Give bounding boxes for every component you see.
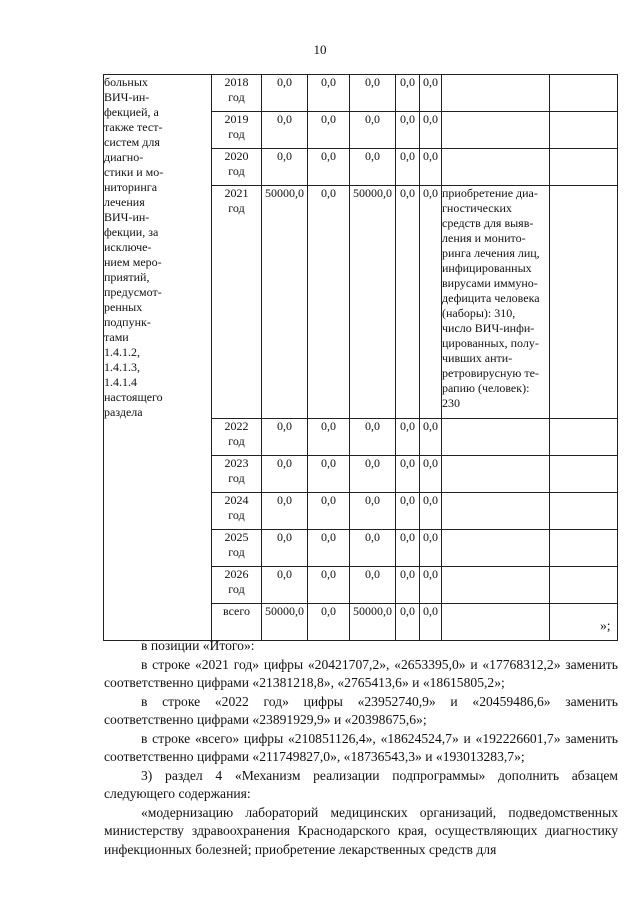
value-cell-v2: 0,0 [308, 456, 350, 493]
value-cell-v3: 0,0 [350, 567, 396, 604]
value-cell-v5: 0,0 [420, 186, 442, 419]
year-cell [212, 75, 262, 112]
value-cell-v1: 0,0 [262, 456, 308, 493]
result-line: цированных, полу- [442, 336, 539, 350]
activity-line: больных [104, 75, 148, 89]
year-label: 2023 [224, 456, 249, 470]
result-line: ретровирусную те- [442, 366, 539, 380]
year-label: 2026 [224, 567, 249, 581]
result-line: 230 [442, 396, 460, 410]
executor-cell [550, 530, 618, 567]
year-label: 2019 [224, 112, 249, 126]
value-cell-v1: 50000,0 [262, 604, 308, 641]
activity-line: предусмот- [104, 285, 162, 299]
year-cell [212, 456, 262, 493]
value-cell-v5: 0,0 [420, 112, 442, 149]
year-cell [212, 186, 262, 419]
result-cell [442, 530, 550, 567]
value-cell-v5: 0,0 [420, 493, 442, 530]
activity-line: фекцией, а [104, 105, 159, 119]
activity-line: стики и мо- [104, 165, 164, 179]
result-cell [442, 149, 550, 186]
value-cell-v3: 0,0 [350, 456, 396, 493]
executor-cell [550, 419, 618, 456]
paragraph-2022: в строке «2022 год» цифры «23952740,9» и «20459486,6» заменить соответственно цифрами «23891929,9» и «20398675,6»; [104, 693, 618, 727]
value-cell-v2: 0,0 [308, 149, 350, 186]
activity-line: систем для [104, 135, 160, 149]
activity-line: 1.4.1.3, [104, 360, 140, 374]
value-cell-v1: 50000,0 [262, 186, 308, 419]
value-cell-v2: 0,0 [308, 493, 350, 530]
paragraph-itogo: в позиции «Итого»: [141, 638, 255, 653]
closing-quote: »; [600, 618, 611, 633]
activity-line: ренных [104, 300, 143, 314]
value-cell-v4: 0,0 [396, 75, 420, 112]
value-cell-v5: 0,0 [420, 567, 442, 604]
activity-description-cell [104, 75, 212, 641]
activity-line: ВИЧ-ин- [104, 90, 150, 104]
value-cell-v4: 0,0 [396, 112, 420, 149]
page-number: 10 [313, 42, 327, 57]
paragraph-section-4: 3) раздел 4 «Механизм реализации подпрограммы» дополнить абзацем следующего содержания: [104, 767, 618, 801]
executor-cell [550, 456, 618, 493]
year-label: год [228, 471, 245, 485]
value-cell-v5: 0,0 [420, 530, 442, 567]
value-cell-v1: 0,0 [262, 567, 308, 604]
year-cell [212, 530, 262, 567]
year-cell [212, 493, 262, 530]
result-line: гностических [442, 201, 512, 215]
value-cell-v1: 0,0 [262, 112, 308, 149]
value-cell-v4: 0,0 [396, 567, 420, 604]
activity-line: раздела [104, 405, 143, 419]
value-cell-v3: 0,0 [350, 75, 396, 112]
value-cell-v4: 0,0 [396, 530, 420, 567]
value-cell-v1: 0,0 [262, 419, 308, 456]
result-cell [442, 186, 550, 419]
year-label: 2025 [224, 530, 249, 544]
value-cell-v3: 0,0 [350, 419, 396, 456]
activity-line: ниторинга [104, 180, 158, 194]
executor-cell [550, 149, 618, 186]
value-cell-v1: 0,0 [262, 493, 308, 530]
result-line: ления и монито- [442, 231, 526, 245]
paragraph-2021: в строке «2021 год» цифры «20421707,2», «2653395,0» и «17768312,2» заменить соответственно цифрами «21381218,8», «2765413,6» и «18615805,2»; [104, 656, 618, 690]
value-cell-v5: 0,0 [420, 456, 442, 493]
activity-line: также тест- [104, 120, 163, 134]
executor-cell [550, 567, 618, 604]
value-cell-v3: 0,0 [350, 530, 396, 567]
activity-line: 1.4.1.4 [104, 375, 137, 389]
activity-line: ВИЧ-ин- [104, 210, 150, 224]
amendment-text [104, 637, 618, 859]
value-cell-v5: 0,0 [420, 604, 442, 641]
result-line: средств для выяв- [442, 216, 534, 230]
value-cell-v4: 0,0 [396, 604, 420, 641]
year-label: год [228, 127, 245, 141]
result-cell [442, 112, 550, 149]
activity-line: исключе- [104, 240, 152, 254]
result-line: дефицита человека [442, 291, 540, 305]
year-label: 2020 [224, 149, 249, 163]
result-line: число ВИЧ-инфи- [442, 321, 535, 335]
executor-cell [550, 112, 618, 149]
activity-line: 1.4.1.2, [104, 345, 140, 359]
year-cell [212, 419, 262, 456]
value-cell-v2: 0,0 [308, 604, 350, 641]
value-cell-v1: 0,0 [262, 75, 308, 112]
year-label: 2022 [224, 419, 249, 433]
value-cell-v2: 0,0 [308, 530, 350, 567]
value-cell-v2: 0,0 [308, 419, 350, 456]
value-cell-v2: 0,0 [308, 186, 350, 419]
activity-line: подпунк- [104, 315, 151, 329]
table-row [104, 75, 618, 112]
executor-cell [550, 75, 618, 112]
paragraph-total: в строке «всего» цифры «210851126,4», «18624524,7» и «192226601,7» заменить соответственно цифрами «211749827,0», «18736543,3» и «193013283,7»; [104, 730, 618, 764]
result-cell [442, 419, 550, 456]
executor-cell [550, 493, 618, 530]
activity-line: настоящего [104, 390, 163, 404]
year-label: год [228, 90, 245, 104]
year-label: год [228, 434, 245, 448]
year-cell [212, 567, 262, 604]
executor-cell [550, 186, 618, 419]
value-cell-v5: 0,0 [420, 75, 442, 112]
result-line: вирусами иммуно- [442, 276, 538, 290]
result-line: чивших анти- [442, 351, 513, 365]
year-cell [212, 112, 262, 149]
result-cell [442, 456, 550, 493]
year-cell [212, 604, 262, 641]
value-cell-v3: 50000,0 [350, 604, 396, 641]
year-label: год [228, 201, 245, 215]
activity-line: тами [104, 330, 129, 344]
year-label: год [228, 582, 245, 596]
value-cell-v3: 0,0 [350, 493, 396, 530]
activity-line: фекции, за [104, 225, 159, 239]
result-line: (наборы): 310, [442, 306, 516, 320]
value-cell-v3: 50000,0 [350, 186, 396, 419]
result-line: рапию (человек): [442, 381, 530, 395]
year-label: 2024 [224, 493, 249, 507]
result-cell [442, 493, 550, 530]
year-label: всего [222, 604, 251, 618]
value-cell-v1: 0,0 [262, 149, 308, 186]
value-cell-v5: 0,0 [420, 419, 442, 456]
value-cell-v2: 0,0 [308, 75, 350, 112]
value-cell-v4: 0,0 [396, 456, 420, 493]
activity-line: диагно- [104, 150, 144, 164]
year-label: год [228, 545, 245, 559]
activity-line: приятий, [104, 270, 150, 284]
value-cell-v1: 0,0 [262, 530, 308, 567]
value-cell-v4: 0,0 [396, 186, 420, 419]
result-cell [442, 567, 550, 604]
value-cell-v3: 0,0 [350, 112, 396, 149]
paragraph-quote: «модернизацию лабораторий медицинских организаций, подведомственных министерству здравоохранения Краснодарского края, осуществляющих диагностику инфекционных болезней; приобретение лекарственных средств для [104, 804, 618, 857]
year-label: 2021 [224, 186, 249, 200]
year-label: год [228, 508, 245, 522]
value-cell-v4: 0,0 [396, 149, 420, 186]
funding-table [103, 74, 618, 641]
value-cell-v4: 0,0 [396, 419, 420, 456]
value-cell-v3: 0,0 [350, 149, 396, 186]
result-line: ринга лечения лиц, [442, 246, 540, 260]
value-cell-v2: 0,0 [308, 112, 350, 149]
year-cell [212, 149, 262, 186]
result-cell [442, 604, 550, 641]
value-cell-v5: 0,0 [420, 149, 442, 186]
result-line: инфицированных [442, 261, 532, 275]
value-cell-v2: 0,0 [308, 567, 350, 604]
result-line: приобретение диа- [442, 186, 538, 200]
year-label: год [228, 164, 245, 178]
activity-line: нием меро- [104, 255, 162, 269]
activity-line: лечения [104, 195, 145, 209]
value-cell-v4: 0,0 [396, 493, 420, 530]
result-cell [442, 75, 550, 112]
year-label: 2018 [224, 75, 249, 89]
